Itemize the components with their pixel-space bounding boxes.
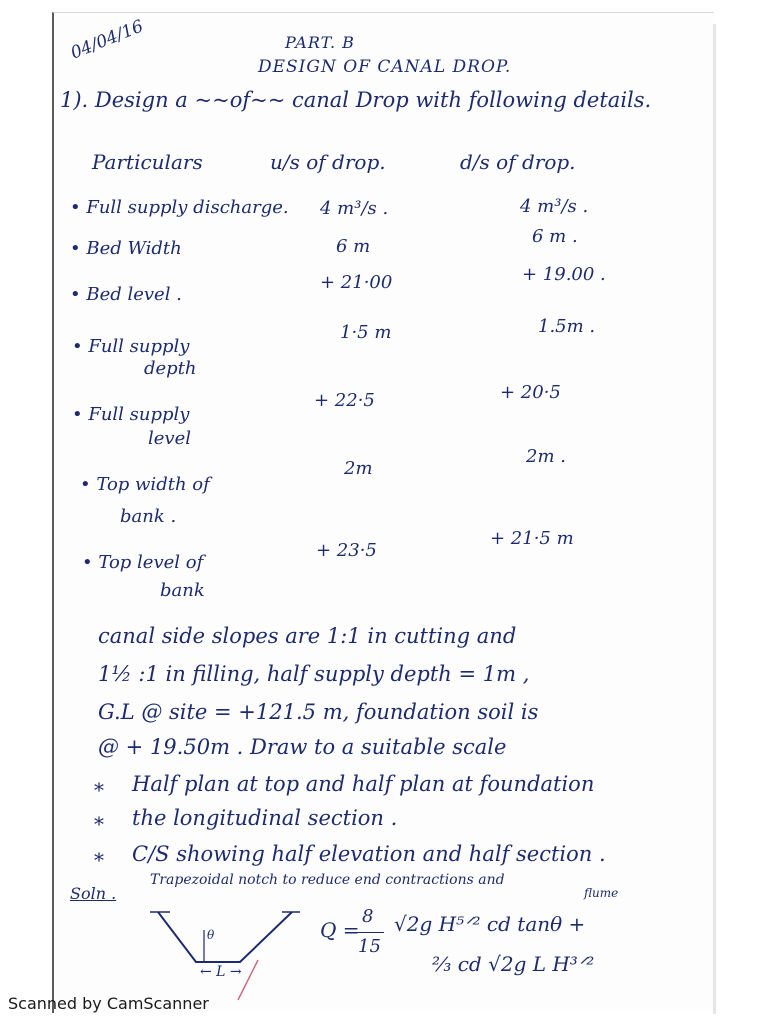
row-label-discharge: • Full supply discharge.	[70, 197, 289, 218]
task-text-1: Half plan at top and half plan at foundation	[132, 772, 595, 796]
row-us-fsl: + 22·5	[314, 390, 375, 411]
row-ds-fsl: + 20·5	[500, 382, 561, 403]
row-label-tw-2: bank .	[120, 506, 177, 527]
header-particulars: Particulars	[92, 150, 203, 174]
row-label-tl-1: • Top level of	[82, 552, 204, 573]
row-ds-bed-level: + 19.00 .	[522, 264, 606, 285]
row-label-fsd-1: • Full supply	[72, 336, 190, 357]
task-bullet-2: *	[94, 812, 104, 836]
formula-lhs: Q =	[320, 918, 360, 942]
row-ds-discharge: 4 m³/s .	[520, 196, 589, 217]
row-us-discharge: 4 m³/s .	[320, 198, 389, 219]
solution-label: Soln .	[70, 884, 117, 903]
solution-note: Trapezoidal notch to reduce end contractions and	[150, 872, 505, 888]
row-ds-tw: 2m .	[526, 446, 566, 467]
row-label-tw-1: • Top width of	[80, 474, 210, 495]
formula-frac-den: 15	[358, 936, 381, 957]
row-ds-tl: + 21·5 m	[490, 528, 574, 549]
formula-frac-num: 8	[362, 906, 374, 927]
row-label-bed-width: • Bed Width	[70, 238, 182, 259]
notch-outline	[158, 912, 292, 962]
row-ds-fsd: 1.5m .	[538, 316, 596, 337]
row-label-fsl-1: • Full supply	[72, 404, 190, 425]
row-us-tw: 2m	[344, 458, 373, 479]
part-label: PART. B	[285, 33, 355, 52]
row-us-tl: + 23·5	[316, 540, 377, 561]
header-us-drop: u/s of drop.	[270, 150, 386, 174]
row-us-bed-level: + 21·00	[320, 272, 393, 293]
row-us-fsd: 1·5 m	[340, 322, 392, 343]
formula-line1-rest: √2g H⁵ᐟ² cd tanθ +	[394, 912, 586, 936]
scanner-watermark: Scanned by CamScanner	[8, 994, 209, 1013]
page-title: DESIGN OF CANAL DROP.	[258, 57, 512, 77]
row-label-fsd-2: depth	[144, 358, 197, 379]
header-ds-drop: d/s of drop.	[460, 150, 576, 174]
row-label-tl-2: bank	[160, 580, 205, 601]
row-us-bed-width: 6 m	[336, 236, 371, 257]
task-bullet-1: *	[94, 778, 104, 802]
formula-line2: ²⁄₃ cd √2g L H³ᐟ²	[432, 952, 595, 976]
question-text: 1). Design a ~~of~~ canal Drop with following details.	[60, 88, 652, 112]
date: 04/04/16	[68, 16, 147, 64]
row-label-bed-level: • Bed level .	[70, 284, 182, 305]
row-ds-bed-width: 6 m .	[532, 226, 578, 247]
task-text-2: the longitudinal section .	[132, 806, 398, 830]
para-line-4: @ + 19.50m . Draw to a suitable scale	[98, 735, 507, 759]
task-bullet-3: *	[94, 848, 104, 872]
length-label: ← L →	[200, 964, 242, 980]
task-text-3: C/S showing half elevation and half section .	[132, 842, 606, 866]
para-line-2: 1½ :1 in filling, half supply depth = 1m ,	[98, 662, 530, 686]
solution-note-flume: flume	[584, 886, 619, 900]
formula-frac-bar	[356, 932, 384, 933]
row-label-fsl-2: level	[148, 428, 191, 449]
theta-label: θ	[207, 928, 215, 942]
para-line-3: G.L @ site = +121.5 m, foundation soil is	[98, 700, 539, 724]
para-line-1: canal side slopes are 1:1 in cutting and	[98, 624, 517, 648]
